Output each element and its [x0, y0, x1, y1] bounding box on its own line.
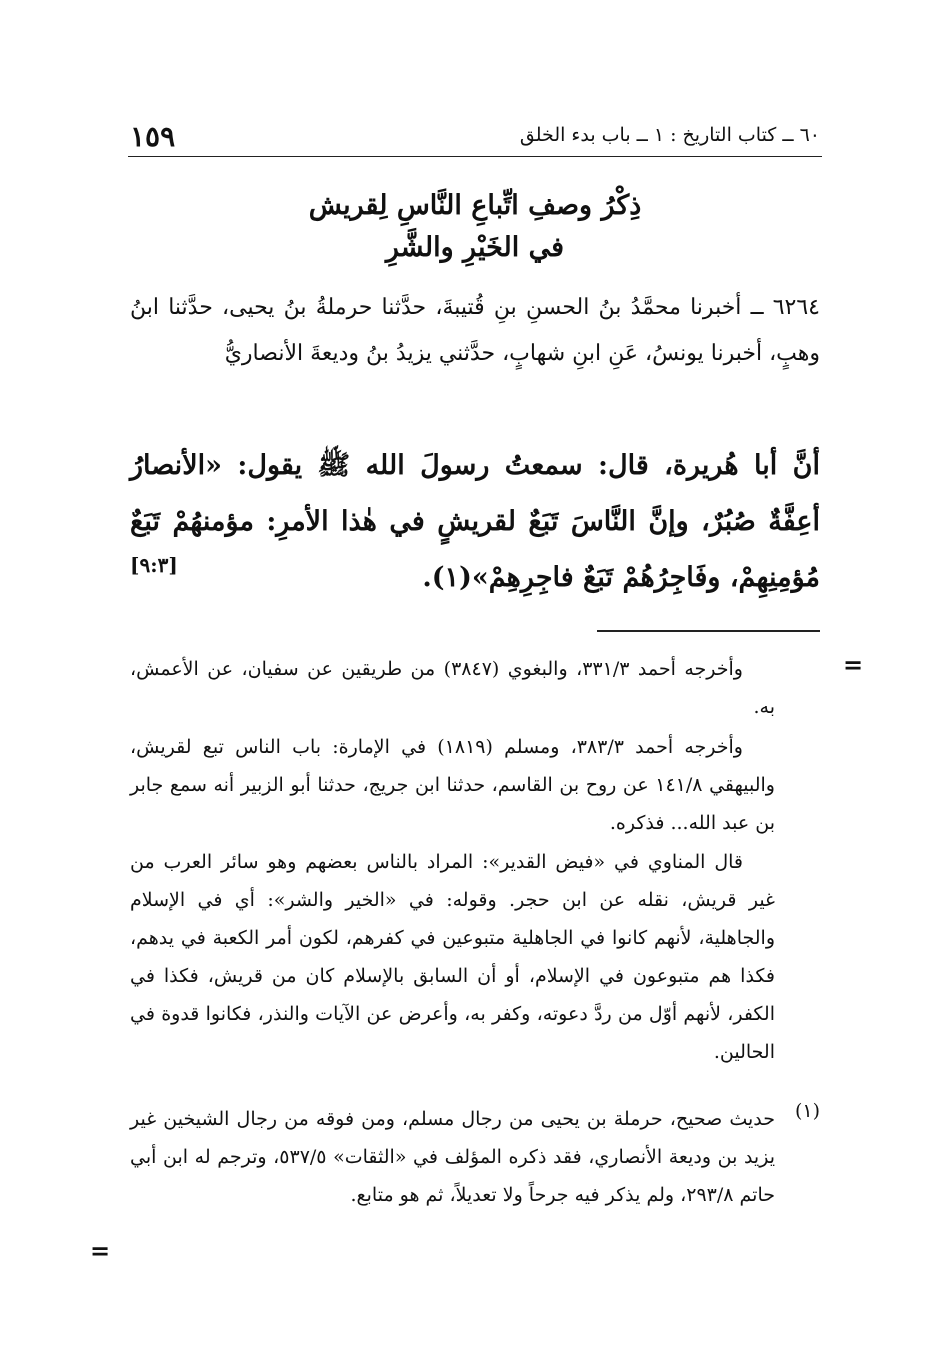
page-number: ١٥٩: [130, 120, 176, 153]
footnote-divider: [597, 630, 820, 632]
hadith-chain: ٦٢٦٤ ــ أخبرنا محمَّدُ بنُ الحسنِ بنِ قُتيبةَ، حدَّثنا حرملةُ بنُ يحيى، حدَّثنا ابنُ وهبٍ، أخبرنا يونسُ، عَنِ ابنِ شهابٍ، حدَّثني يزيدُ بنُ وديعةَ الأنصاريُّ: [130, 295, 820, 366]
running-title: ٦٠ ــ كتاب التاريخ : ١ ــ باب بدء الخلق: [519, 124, 820, 146]
footnote-marker: (١): [794, 1100, 820, 1122]
chapter-heading-line2: في الخَيْرِ والشَّرِ: [385, 232, 565, 263]
continuation-mark: =: [843, 650, 864, 679]
page-header: [130, 120, 820, 153]
footnote-paragraph: وأخرجه أحمد ٣٣١/٣، والبغوي (٣٨٤٧) من طريقين عن سفيان، عن الأعمش، به.: [130, 658, 775, 718]
page-end-mark: =: [90, 1236, 111, 1265]
footnote-text: حديث صحيح، حرملة بن يحيى من رجال مسلم، ومن فوقه من رجال الشيخين غير يزيد بن وديعة الأنصاري، فقد ذكره المؤلف في «الثقات» ٥٣٧/٥، وترجم له ابن أبي حاتم ٢٩٣/٨، ولم يذكر فيه جرحاً ولا تعديلاً، ثم هو متابع.: [130, 1108, 775, 1206]
chapter-heading-line1: ذِكْرُ وصفِ اتِّباعِ النَّاسِ لِقريش: [308, 190, 642, 221]
header-rule: [128, 156, 822, 157]
hadith-text: أنَّ أبا هُريرة، قال: سمعتُ رسولَ الله ﷺ يقول: «الأنصارُ أعِفَّةٌ صُبُرٌ، وإنَّ النَّاسَ تَبَعٌ لقريشٍ في هٰذا الأمرِ: مؤمنهُمْ تَبَعٌ مُؤمِنِهِمْ، وفَاجِرُهُمْ تَبَعٌ فاجِرِهِمْ»(١).: [130, 450, 820, 593]
footnote-paragraph: قال المناوي في «فيض القدير»: المراد بالناس بعضهم وهو سائر العرب من غير قريش، نقله عن ابن حجر. وقوله: في «الخير والشر»: أي في الإسلام والجاهلية، لأنهم كانوا في الجاهلية متبوعين في كفرهم، لكون أمر الكعبة في يدهم، فكذا هم متبوعون في الإسلام، أو أن السابق بالإسلام كان من قريش، فكذا في الكفر، لأنهم أوّل من ردَّ دعوته، وكفر به، وأعرض عن الآيات والنذر، فكانوا قدوة في الحالين.: [130, 851, 775, 1063]
hadith-reference: [٩:٣]: [130, 553, 178, 577]
footnote-paragraph: وأخرجه أحمد ٣٨٣/٣، ومسلم (١٨١٩) في الإمارة: باب الناس تبع لقريش، والبيهقي ١٤١/٨ عن روح بن القاسم، حدثنا ابن جريج، حدثنا أبو الزبير أنه سمع جابر بن عبد الله... فذكره.: [130, 736, 775, 834]
